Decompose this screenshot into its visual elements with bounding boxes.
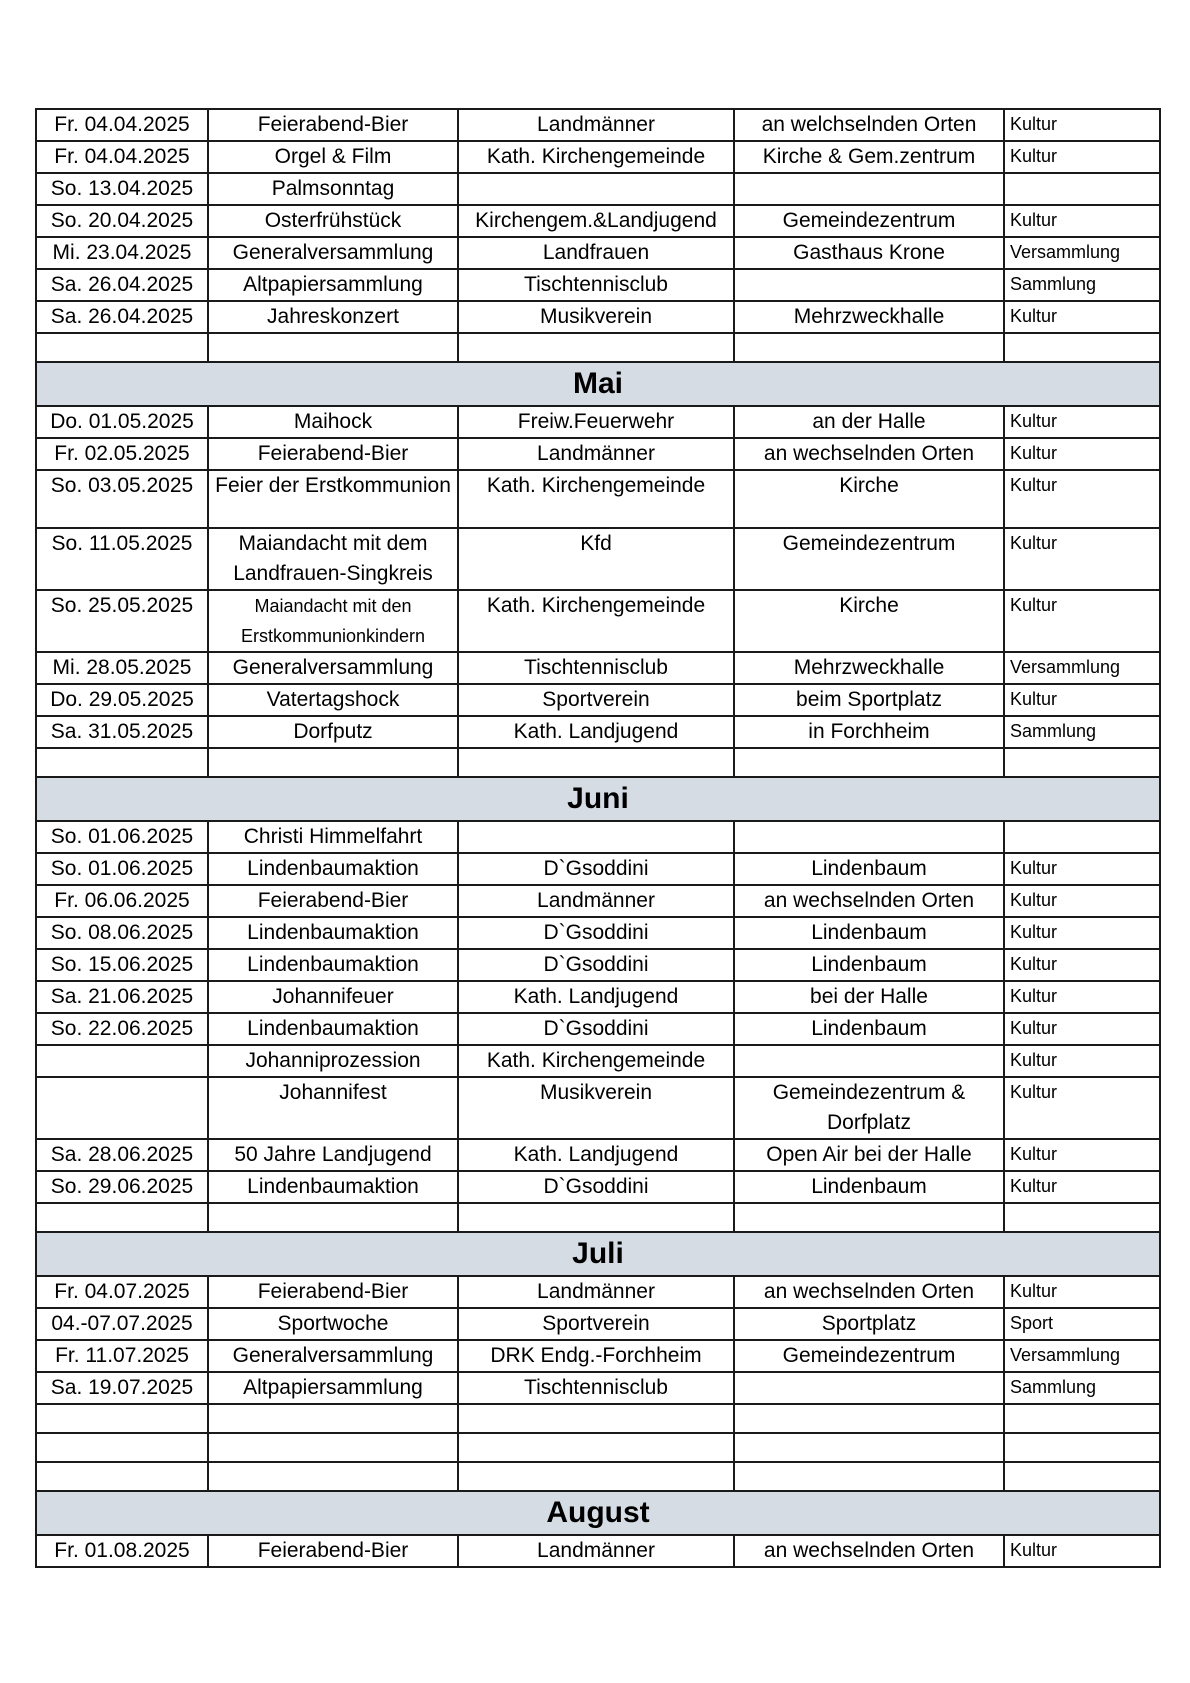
cell-date: Fr. 04.04.2025 xyxy=(36,141,208,173)
cell-location xyxy=(734,1045,1004,1077)
cell-category xyxy=(1004,748,1160,777)
cell-date: So. 13.04.2025 xyxy=(36,173,208,205)
cell-category: Versammlung xyxy=(1004,652,1160,684)
event-row xyxy=(36,1077,1160,1139)
cell-category xyxy=(1004,1203,1160,1232)
cell-date: So. 01.06.2025 xyxy=(36,853,208,885)
cell-organizer: Landmänner xyxy=(458,438,734,470)
cell-date xyxy=(36,1404,208,1433)
cell-category: Kultur xyxy=(1004,528,1160,590)
cell-category xyxy=(1004,1433,1160,1462)
cell-category: Kultur xyxy=(1004,1077,1160,1139)
cell-location: Kirche & Gem.zentrum xyxy=(734,141,1004,173)
cell-location: Lindenbaum xyxy=(734,853,1004,885)
cell-date xyxy=(36,1462,208,1491)
cell-location: an der Halle xyxy=(734,406,1004,438)
event-row xyxy=(36,1013,1160,1045)
cell-organizer xyxy=(458,1203,734,1232)
cell-date: 04.-07.07.2025 xyxy=(36,1308,208,1340)
event-row xyxy=(36,237,1160,269)
cell-category: Kultur xyxy=(1004,885,1160,917)
cell-date: So. 11.05.2025 xyxy=(36,528,208,590)
event-row xyxy=(36,1372,1160,1404)
cell-category: Kultur xyxy=(1004,406,1160,438)
cell-category xyxy=(1004,333,1160,362)
cell-category: Sammlung xyxy=(1004,716,1160,748)
cell-date: Sa. 28.06.2025 xyxy=(36,1139,208,1171)
cell-event: Dorfputz xyxy=(208,716,458,748)
event-row xyxy=(36,684,1160,716)
cell-date: So. 20.04.2025 xyxy=(36,205,208,237)
month-title: August xyxy=(36,1491,1160,1535)
cell-organizer: Landmänner xyxy=(458,109,734,141)
event-row xyxy=(36,981,1160,1013)
cell-date: Fr. 04.04.2025 xyxy=(36,109,208,141)
cell-event: Osterfrühstück xyxy=(208,205,458,237)
cell-location: an wechselnden Orten xyxy=(734,885,1004,917)
cell-date xyxy=(36,1433,208,1462)
cell-date: So. 08.06.2025 xyxy=(36,917,208,949)
cell-location: Kirche xyxy=(734,590,1004,652)
event-calendar-table xyxy=(35,108,1161,1568)
cell-organizer: Kath. Kirchengemeinde xyxy=(458,590,734,652)
event-row xyxy=(36,470,1160,528)
cell-location: bei der Halle xyxy=(734,981,1004,1013)
event-row xyxy=(36,301,1160,333)
event-row xyxy=(36,652,1160,684)
cell-location: Open Air bei der Halle xyxy=(734,1139,1004,1171)
cell-organizer: Landmänner xyxy=(458,1276,734,1308)
cell-organizer: Landmänner xyxy=(458,885,734,917)
cell-date: Sa. 26.04.2025 xyxy=(36,301,208,333)
month-title: Juni xyxy=(36,777,1160,821)
month-title: Mai xyxy=(36,362,1160,406)
cell-category xyxy=(1004,821,1160,853)
cell-organizer: Musikverein xyxy=(458,1077,734,1139)
cell-location xyxy=(734,173,1004,205)
cell-location: an welchselnden Orten xyxy=(734,109,1004,141)
cell-organizer: Tischtennisclub xyxy=(458,269,734,301)
cell-organizer xyxy=(458,1404,734,1433)
event-row xyxy=(36,528,1160,590)
cell-organizer: Kfd xyxy=(458,528,734,590)
cell-organizer xyxy=(458,173,734,205)
cell-category: Kultur xyxy=(1004,205,1160,237)
cell-category: Kultur xyxy=(1004,109,1160,141)
cell-organizer xyxy=(458,333,734,362)
cell-category xyxy=(1004,173,1160,205)
cell-location xyxy=(734,1404,1004,1433)
cell-organizer: Kath. Landjugend xyxy=(458,716,734,748)
cell-date: Fr. 11.07.2025 xyxy=(36,1340,208,1372)
cell-category: Kultur xyxy=(1004,1535,1160,1567)
event-row xyxy=(36,269,1160,301)
cell-event: Lindenbaumaktion xyxy=(208,1013,458,1045)
cell-location: an wechselnden Orten xyxy=(734,1535,1004,1567)
event-row xyxy=(36,173,1160,205)
cell-event xyxy=(208,1404,458,1433)
cell-event: Feierabend-Bier xyxy=(208,1535,458,1567)
month-title: Juli xyxy=(36,1232,1160,1276)
cell-date: So. 22.06.2025 xyxy=(36,1013,208,1045)
cell-location xyxy=(734,1433,1004,1462)
cell-location: Gemeindezentrum xyxy=(734,528,1004,590)
cell-organizer: DRK Endg.-Forchheim xyxy=(458,1340,734,1372)
cell-organizer: Kath. Landjugend xyxy=(458,981,734,1013)
event-row xyxy=(36,949,1160,981)
cell-location: Lindenbaum xyxy=(734,949,1004,981)
cell-location: an wechselnden Orten xyxy=(734,438,1004,470)
event-row xyxy=(36,885,1160,917)
cell-location xyxy=(734,1203,1004,1232)
cell-organizer xyxy=(458,821,734,853)
cell-organizer: D`Gsoddini xyxy=(458,853,734,885)
event-row xyxy=(36,406,1160,438)
cell-category: Sammlung xyxy=(1004,1372,1160,1404)
event-row xyxy=(36,917,1160,949)
month-header xyxy=(36,1232,1160,1276)
cell-organizer xyxy=(458,1462,734,1491)
cell-location xyxy=(734,748,1004,777)
cell-location: beim Sportplatz xyxy=(734,684,1004,716)
event-row xyxy=(36,205,1160,237)
cell-event xyxy=(208,1433,458,1462)
event-row xyxy=(36,109,1160,141)
cell-category xyxy=(1004,1462,1160,1491)
cell-date: Sa. 31.05.2025 xyxy=(36,716,208,748)
cell-date: So. 15.06.2025 xyxy=(36,949,208,981)
cell-event: Altpapiersammlung xyxy=(208,269,458,301)
cell-category: Kultur xyxy=(1004,1276,1160,1308)
event-row xyxy=(36,716,1160,748)
cell-event xyxy=(208,1462,458,1491)
event-calendar-body xyxy=(36,109,1160,1567)
cell-category: Kultur xyxy=(1004,1013,1160,1045)
event-row xyxy=(36,853,1160,885)
cell-event: Maihock xyxy=(208,406,458,438)
cell-category: Kultur xyxy=(1004,949,1160,981)
cell-category xyxy=(1004,1404,1160,1433)
cell-date: Do. 29.05.2025 xyxy=(36,684,208,716)
event-row xyxy=(36,1139,1160,1171)
cell-event: Palmsonntag xyxy=(208,173,458,205)
cell-event: Lindenbaumaktion xyxy=(208,853,458,885)
cell-category: Kultur xyxy=(1004,917,1160,949)
cell-date: Fr. 01.08.2025 xyxy=(36,1535,208,1567)
cell-organizer: D`Gsoddini xyxy=(458,1013,734,1045)
cell-event: Sportwoche xyxy=(208,1308,458,1340)
event-row xyxy=(36,590,1160,652)
cell-category: Versammlung xyxy=(1004,1340,1160,1372)
cell-event xyxy=(208,748,458,777)
cell-date: Fr. 06.06.2025 xyxy=(36,885,208,917)
cell-date: So. 25.05.2025 xyxy=(36,590,208,652)
cell-event: Johannifest xyxy=(208,1077,458,1139)
cell-category: Sport xyxy=(1004,1308,1160,1340)
cell-location: in Forchheim xyxy=(734,716,1004,748)
cell-date xyxy=(36,333,208,362)
cell-date: Fr. 02.05.2025 xyxy=(36,438,208,470)
cell-location: Gemeindezentrum xyxy=(734,1340,1004,1372)
event-row xyxy=(36,1171,1160,1203)
cell-location: Kirche xyxy=(734,470,1004,528)
event-row xyxy=(36,1308,1160,1340)
event-row xyxy=(36,333,1160,362)
month-header xyxy=(36,777,1160,821)
cell-location: Gemeindezentrum & Dorfplatz xyxy=(734,1077,1004,1139)
cell-event: Feierabend-Bier xyxy=(208,885,458,917)
cell-location: Sportplatz xyxy=(734,1308,1004,1340)
event-row xyxy=(36,141,1160,173)
cell-event: Feierabend-Bier xyxy=(208,1276,458,1308)
cell-location xyxy=(734,269,1004,301)
cell-location: Lindenbaum xyxy=(734,1013,1004,1045)
cell-date: Mi. 23.04.2025 xyxy=(36,237,208,269)
cell-event: 50 Jahre Landjugend xyxy=(208,1139,458,1171)
event-row xyxy=(36,1276,1160,1308)
cell-event: Jahreskonzert xyxy=(208,301,458,333)
cell-category: Kultur xyxy=(1004,590,1160,652)
cell-event: Maiandacht mit den Erstkommunionkindern xyxy=(208,590,458,652)
event-row xyxy=(36,821,1160,853)
cell-event: Vatertagshock xyxy=(208,684,458,716)
cell-date: Sa. 19.07.2025 xyxy=(36,1372,208,1404)
cell-event: Feier der Erstkommunion xyxy=(208,470,458,528)
cell-event: Generalversammlung xyxy=(208,237,458,269)
cell-event: Orgel & Film xyxy=(208,141,458,173)
cell-event: Feierabend-Bier xyxy=(208,109,458,141)
cell-event xyxy=(208,333,458,362)
event-row xyxy=(36,1404,1160,1433)
cell-organizer xyxy=(458,748,734,777)
month-header xyxy=(36,362,1160,406)
cell-location: Mehrzweckhalle xyxy=(734,652,1004,684)
cell-organizer: Sportverein xyxy=(458,684,734,716)
cell-location: an wechselnden Orten xyxy=(734,1276,1004,1308)
cell-event xyxy=(208,1203,458,1232)
cell-category: Kultur xyxy=(1004,1139,1160,1171)
cell-category: Kultur xyxy=(1004,141,1160,173)
cell-date xyxy=(36,1077,208,1139)
cell-event: Generalversammlung xyxy=(208,1340,458,1372)
event-row xyxy=(36,1045,1160,1077)
cell-organizer xyxy=(458,1433,734,1462)
cell-category: Kultur xyxy=(1004,981,1160,1013)
event-row xyxy=(36,1433,1160,1462)
event-row xyxy=(36,748,1160,777)
cell-date xyxy=(36,1203,208,1232)
cell-date: Fr. 04.07.2025 xyxy=(36,1276,208,1308)
cell-event: Altpapiersammlung xyxy=(208,1372,458,1404)
cell-location xyxy=(734,821,1004,853)
cell-category: Kultur xyxy=(1004,438,1160,470)
event-row xyxy=(36,438,1160,470)
cell-organizer: Musikverein xyxy=(458,301,734,333)
cell-date: Sa. 26.04.2025 xyxy=(36,269,208,301)
cell-event: Generalversammlung xyxy=(208,652,458,684)
cell-organizer: D`Gsoddini xyxy=(458,949,734,981)
cell-location: Gasthaus Krone xyxy=(734,237,1004,269)
cell-date: So. 29.06.2025 xyxy=(36,1171,208,1203)
cell-event: Lindenbaumaktion xyxy=(208,1171,458,1203)
cell-organizer: D`Gsoddini xyxy=(458,917,734,949)
cell-organizer: Kirchengem.&Landjugend xyxy=(458,205,734,237)
cell-category: Sammlung xyxy=(1004,269,1160,301)
cell-location: Mehrzweckhalle xyxy=(734,301,1004,333)
cell-organizer: Kath. Kirchengemeinde xyxy=(458,141,734,173)
cell-location xyxy=(734,333,1004,362)
cell-event: Lindenbaumaktion xyxy=(208,917,458,949)
cell-event: Johanniprozession xyxy=(208,1045,458,1077)
cell-organizer: Tischtennisclub xyxy=(458,1372,734,1404)
cell-event: Christi Himmelfahrt xyxy=(208,821,458,853)
cell-location xyxy=(734,1372,1004,1404)
cell-event: Feierabend-Bier xyxy=(208,438,458,470)
event-row xyxy=(36,1462,1160,1491)
cell-category: Kultur xyxy=(1004,470,1160,528)
cell-event: Johannifeuer xyxy=(208,981,458,1013)
cell-date: Do. 01.05.2025 xyxy=(36,406,208,438)
event-row xyxy=(36,1203,1160,1232)
month-header xyxy=(36,1491,1160,1535)
cell-organizer: Kath. Kirchengemeinde xyxy=(458,470,734,528)
cell-location: Lindenbaum xyxy=(734,1171,1004,1203)
cell-organizer: D`Gsoddini xyxy=(458,1171,734,1203)
cell-organizer: Freiw.Feuerwehr xyxy=(458,406,734,438)
event-row xyxy=(36,1340,1160,1372)
cell-organizer: Tischtennisclub xyxy=(458,652,734,684)
cell-date: Mi. 28.05.2025 xyxy=(36,652,208,684)
cell-event: Maiandacht mit dem Landfrauen-Singkreis xyxy=(208,528,458,590)
event-row xyxy=(36,1535,1160,1567)
cell-organizer: Landmänner xyxy=(458,1535,734,1567)
cell-organizer: Kath. Landjugend xyxy=(458,1139,734,1171)
cell-date: So. 03.05.2025 xyxy=(36,470,208,528)
cell-location: Lindenbaum xyxy=(734,917,1004,949)
cell-category: Kultur xyxy=(1004,853,1160,885)
cell-event: Lindenbaumaktion xyxy=(208,949,458,981)
cell-organizer: Landfrauen xyxy=(458,237,734,269)
cell-date: Sa. 21.06.2025 xyxy=(36,981,208,1013)
cell-organizer: Kath. Kirchengemeinde xyxy=(458,1045,734,1077)
cell-date: So. 01.06.2025 xyxy=(36,821,208,853)
cell-category: Versammlung xyxy=(1004,237,1160,269)
cell-date xyxy=(36,1045,208,1077)
cell-location xyxy=(734,1462,1004,1491)
cell-organizer: Sportverein xyxy=(458,1308,734,1340)
cell-category: Kultur xyxy=(1004,1171,1160,1203)
cell-location: Gemeindezentrum xyxy=(734,205,1004,237)
cell-date xyxy=(36,748,208,777)
cell-category: Kultur xyxy=(1004,301,1160,333)
cell-category: Kultur xyxy=(1004,684,1160,716)
cell-category: Kultur xyxy=(1004,1045,1160,1077)
